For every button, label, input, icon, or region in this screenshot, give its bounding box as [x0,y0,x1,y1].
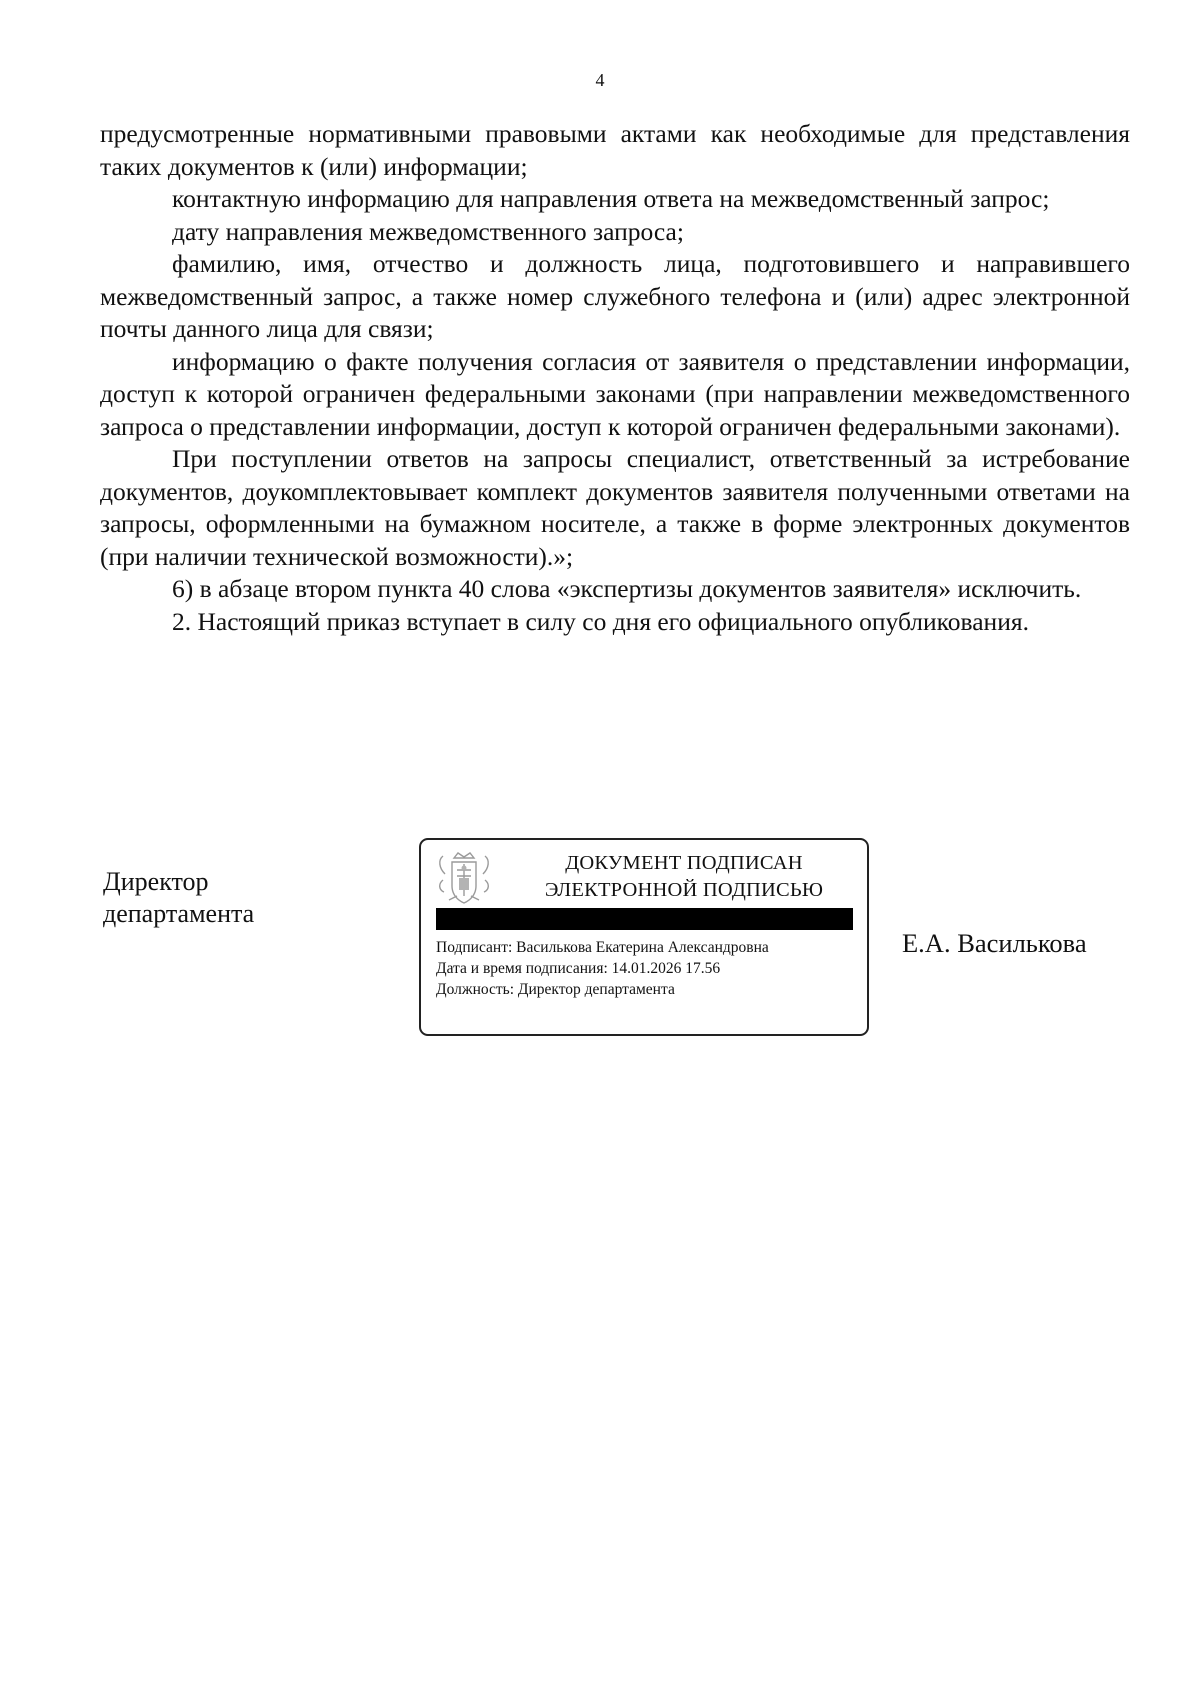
paragraph: информацию о факте получения согласия от заявителя о представлении информации, доступ к которой ограничен федеральными законами (при направлении межведомственного запроса о представлении информации, доступ к которой ограничен федеральными законами). [100,346,1130,441]
paragraph: При поступлении ответов на запросы специалист, ответственный за истребование документов, доукомплектовывает комплект документов заявителя полученными ответами на запросы, оформленными на бумажном носителе, а также в форме электронных документов (при наличии технической возможности).»; [100,444,1130,571]
paragraph: контактную информацию для направления ответа на межведомственный запрос; [172,184,1050,213]
stamp-details [436,937,769,1000]
paragraph: 2. Настоящий приказ вступает в силу со дня его официального опубликования. [172,606,1029,636]
signer-position-line: департамента [103,899,255,928]
page-number: 4 [595,70,605,90]
stamp-signer: Подписант: Василькова Екатерина Александровна [436,939,769,956]
stamp-heading-line: ДОКУМЕНТ ПОДПИСАН [565,852,803,874]
stamp-position: Должность: Директор департамента [436,981,675,998]
signer-position [103,866,254,930]
signer-position-line: Директор [103,867,209,896]
certificate-redaction-bar [436,908,853,930]
paragraph: 6) в абзаце втором пункта 40 слова «экспертизы документов заявителя» исключить. [172,574,1082,603]
document-body [100,118,1130,638]
signer-name: Е.А. Василькова [902,928,1087,958]
electronic-signature-stamp [419,838,869,1036]
paragraph: дату направления межведомственного запроса; [172,216,684,246]
paragraph: фамилию, имя, отчество и должность лица, подготовившего и направившего межведомственный запрос, а также номер служебного телефона и (или) адрес электронной почты данного лица для связи; [100,249,1130,343]
stamp-datetime: Дата и время подписания: 14.01.2026 17.56 [436,960,721,977]
stamp-heading-line: ЭЛЕКТРОННОЙ ПОДПИСЬЮ [544,879,824,901]
paragraph: предусмотренные нормативными правовыми актами как необходимые для представления таких документов к (или) информации; [100,119,1130,181]
coat-of-arms-icon [435,850,493,908]
stamp-heading [511,850,857,904]
